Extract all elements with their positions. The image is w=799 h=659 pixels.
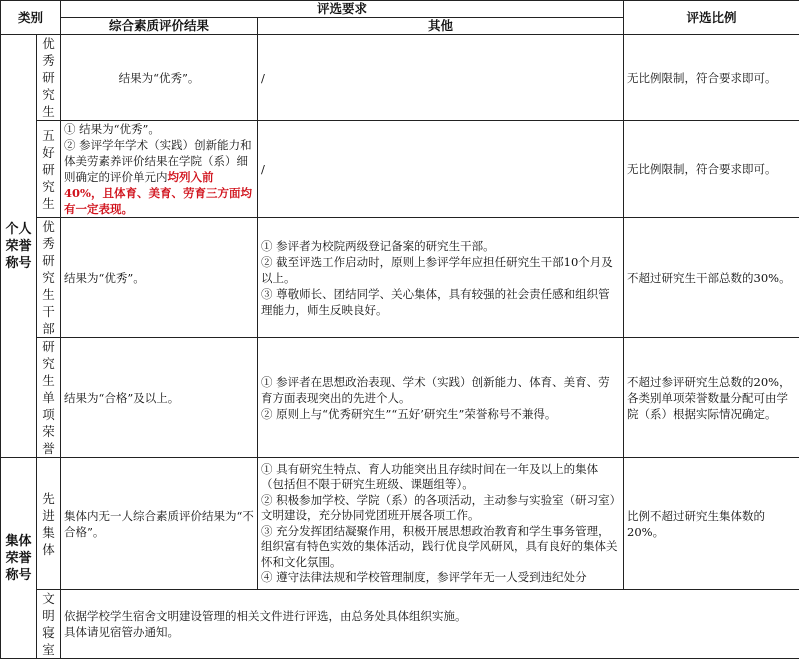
row-ratio: 无比例限制，符合要求即可。 bbox=[624, 35, 799, 121]
row-other bbox=[258, 338, 624, 458]
row-other bbox=[258, 458, 624, 590]
other-line: ③ 充分发挥团结凝聚作用，积极开展思想政治教育和学生事务管理，组织富有特色实效的集体活动，践行优良学风研风，具有良好的集体关怀和文化氛围。 bbox=[261, 524, 620, 571]
row-ratio: 比例不超过研究生集体数的20%。 bbox=[624, 458, 799, 590]
other-line: ① 参评者在思想政治表现、学术（实践）创新能力、体育、美育、劳育方面表现突出的先进个人。 bbox=[261, 374, 620, 406]
row-name-label: 优秀研究生 bbox=[42, 35, 56, 120]
row-result: 集体内无一人综合素质评价结果为“不合格”。 bbox=[61, 458, 258, 590]
result-highlight: 均列入前 40%，且体育、美育、劳育三方面均有一定表现。 bbox=[64, 170, 252, 216]
row-other bbox=[258, 218, 624, 338]
group-collective bbox=[1, 458, 37, 659]
other-line: ① 参评者为校院两级登记备案的研究生干部。 bbox=[261, 238, 620, 254]
merged-line: 具体请见宿管办通知。 bbox=[64, 624, 796, 640]
row-name bbox=[37, 121, 61, 218]
row-advanced-collective bbox=[1, 458, 799, 590]
header-requirements: 评选要求 bbox=[61, 1, 624, 18]
row-ratio: 无比例限制，符合要求即可。 bbox=[624, 121, 799, 218]
merged-line: 依据学校学生宿舍文明建设管理的相关文件进行评选，由总务处具体组织实施。 bbox=[64, 608, 796, 624]
group-collective-label: 集体荣誉称号 bbox=[6, 533, 32, 584]
row-name bbox=[37, 458, 61, 590]
row-name-label: 研究生单项荣誉 bbox=[42, 338, 56, 457]
row-name bbox=[37, 590, 61, 659]
other-line: ② 原则上与“优秀研究生”“五好’研究生”荣誉称号不兼得。 bbox=[261, 406, 620, 422]
row-ratio: 不超过研究生干部总数的30%。 bbox=[624, 218, 799, 338]
row-name bbox=[37, 218, 61, 338]
row-ratio: 不超过参评研究生总数的20%，各类别单项荣誉数量分配可由学院（系）根据实际情况确定。 bbox=[624, 338, 799, 458]
other-line: ① 具有研究生特点、育人功能突出且存续时间在一年及以上的集体（包括但不限于研究生班级、课题组等）。 bbox=[261, 462, 620, 493]
row-excellent-graduate bbox=[1, 35, 799, 121]
header-row-1 bbox=[1, 1, 799, 18]
result-line: ① 结果为“优秀”。 bbox=[64, 121, 254, 137]
row-civilized-dorm bbox=[1, 590, 799, 659]
row-result: 结果为“优秀”。 bbox=[61, 218, 258, 338]
row-name bbox=[37, 338, 61, 458]
other-line: ④ 遵守法律法规和学校管理制度，参评学年无一人受到违纪处分 bbox=[261, 570, 620, 586]
row-result: 结果为“合格”及以上。 bbox=[61, 338, 258, 458]
header-category: 类别 bbox=[1, 1, 61, 35]
row-name-label: 先进集体 bbox=[42, 490, 56, 558]
row-other: / bbox=[258, 121, 624, 218]
other-line: ② 积极参加学校、学院（系）的各项活动，主动参与实验室（研习室）文明建设，充分协同党团班开展各项工作。 bbox=[261, 493, 620, 524]
row-excellent-cadre bbox=[1, 218, 799, 338]
row-merged-description bbox=[61, 590, 799, 659]
group-personal-label: 个人荣誉称号 bbox=[6, 221, 32, 272]
row-name-label: 文明寝室 bbox=[42, 590, 56, 658]
row-result: 结果为“优秀”。 bbox=[61, 35, 258, 121]
row-result bbox=[61, 121, 258, 218]
row-other: / bbox=[258, 35, 624, 121]
group-personal bbox=[1, 35, 37, 458]
result-line: ② 参评学年学术（实践）创新能力和体美劳素养评价结果在学院（系）细则确定的评价单元内 bbox=[64, 138, 252, 184]
header-comprehensive: 综合素质评价结果 bbox=[61, 18, 258, 35]
other-line: ② 截至评选工作启动时，原则上参评学年应担任研究生干部10个月及以上。 bbox=[261, 254, 620, 286]
other-line: ③ 尊敬师长、团结同学、关心集体，具有较强的社会责任感和组织管理能力，师生反映良好。 bbox=[261, 286, 620, 318]
row-name-label: 五好研究生 bbox=[42, 127, 56, 212]
row-name bbox=[37, 35, 61, 121]
row-single-honor bbox=[1, 338, 799, 458]
header-other: 其他 bbox=[258, 18, 624, 35]
header-ratio: 评选比例 bbox=[624, 1, 799, 35]
row-five-good-graduate bbox=[1, 121, 799, 218]
row-name-label: 优秀研究生干部 bbox=[42, 218, 56, 337]
